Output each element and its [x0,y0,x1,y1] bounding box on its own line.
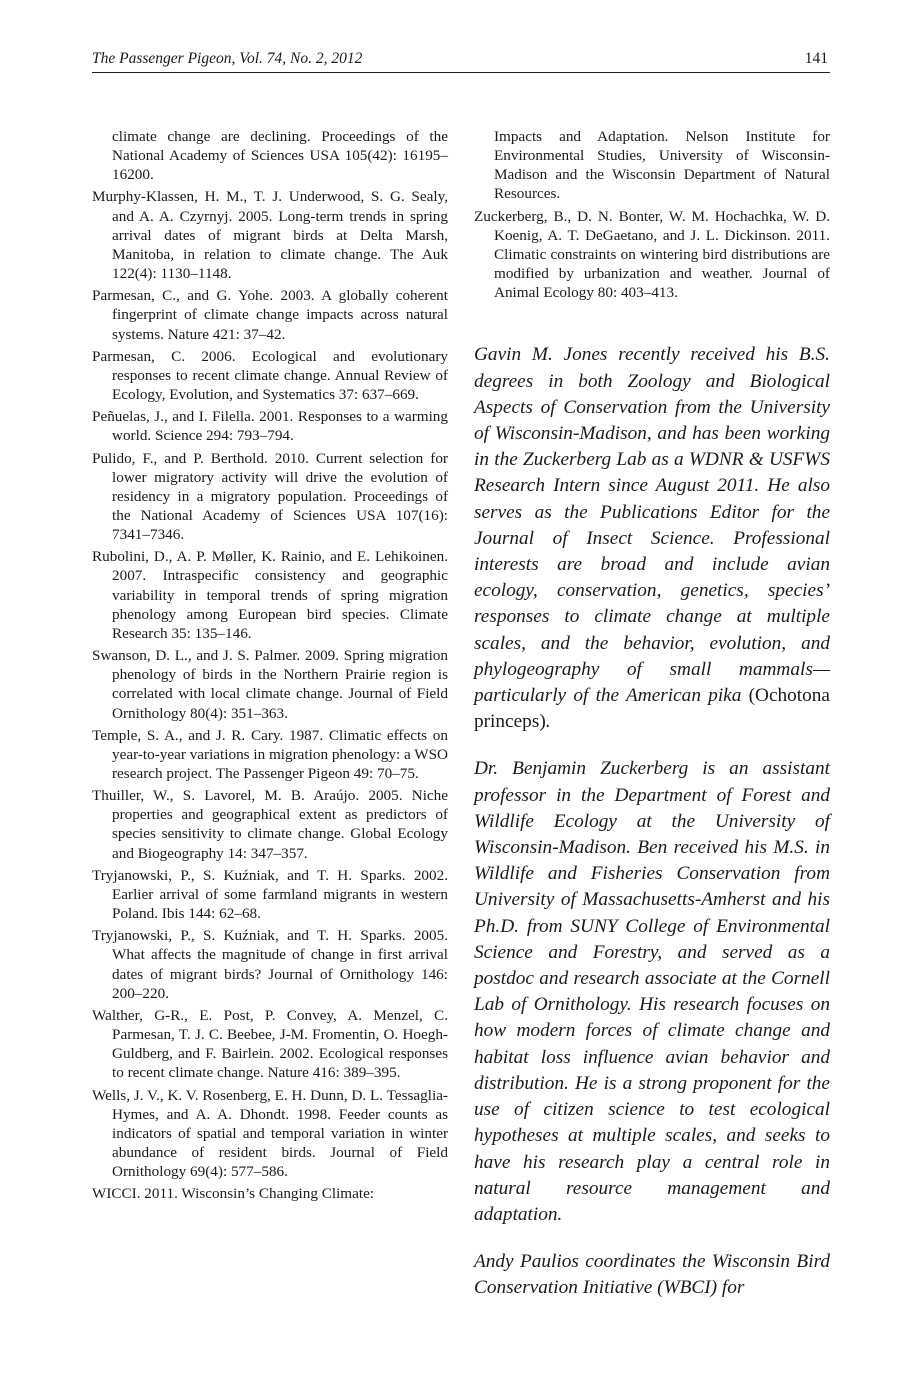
reference-penuelas-2001: Peñuelas, J., and I. Filella. 2001. Responses to a warming world. Science 294: 793–794. [92,408,448,445]
reference-tryjanowski-2002: Tryjanowski, P., S. Kuźniak, and T. H. Sparks. 2002. Earlier arrival of some farmland migrants in western Poland. Ibis 144: 62–68. [92,866,448,923]
reference-thuiller-2005: Thuiller, W., S. Lavorel, M. B. Araújo. 2005. Niche properties and geographical extent as predictors of species sensitivity to climate change. Global Ecology and Biogeography 14: 347–357. [92,787,448,862]
author-bio-jones [474,342,830,735]
reference-wicci-2011: WICCI. 2011. Wisconsin’s Changing Climate: [92,1185,375,1203]
species-name: (Ochotona princeps) [474,685,830,733]
journal-citation: The Passenger Pigeon, Vol. 74, No. 2, 2012 [92,50,363,67]
reference-parmesan-2006: Parmesan, C. 2006. Ecological and evolutionary responses to recent climate change. Annual Review of Ecology, Evolution, and Systematics 37: 637–669. [92,347,448,404]
author-bio-zuckerberg: Dr. Benjamin Zuckerberg is an assistant professor in the Department of Forest and Wildlife Ecology at the University of Wisconsin-Madison. Ben received his M.S. in Wildlife and Fisheries Conservation from University of Massachusetts-Amherst and his Ph.D. from SUNY College of Environmental Science and Forestry, and served as a postdoc and research associate at the Cornell Lab of Ornithology. His research focuses on how modern forces of climate change and habitat loss influence avian behavior and distribution. He is a strong proponent for the use of citizen science to test ecological hypotheses at multiple scales, and seeks to have his research play a central role in natural resource management and adaptation. [474,758,830,1225]
reference-murphy-klassen-2005: Murphy-Klassen, H. M., T. J. Underwood, S. G. Sealy, and A. A. Czyrnyj. 2005. Long-term trends in spring arrival dates of migrant birds at Delta Marsh, Manitoba, in relation to climate change. The Auk 122(4): 1130–1148. [92,188,448,283]
reference-continuation: climate change are declining. Proceedings of the National Academy of Sciences USA 105(42): 16195–16200. [112,128,448,184]
reference-zuckerberg-2011: Zuckerberg, B., D. N. Bonter, W. M. Hochachka, W. D. Koenig, A. T. DeGaetano, and J. L. Dickinson. 2011. Climatic constraints on wintering bird distributions are modified by urbanization and weather. Journal of Animal Ecology 80: 403–413. [474,207,830,302]
reference-temple-1987: Temple, S. A., and J. R. Cary. 1987. Climatic effects on year-to-year variations in migration phenology: a WSO research project. The Passenger Pigeon 49: 70–75. [92,726,448,782]
reference-pulido-2010: Pulido, F., and P. Berthold. 2010. Current selection for lower migratory activity will drive the evolution of residency in a migratory population. Proceedings of the National Academy of Sciences USA 107(16): 7341–7346. [92,449,448,544]
running-header [92,50,830,73]
bio-jones-text: Gavin M. Jones recently received his B.S. degrees in both Zoology and Biological Aspects of Conservation from the University of Wisconsin-Madison, and has been working in the Zuckerberg Lab as a WDNR & USFWS Research Intern since August 2011. He also serves as the Publications Editor for the Journal of Insect Science. Professional interests are broad and include avian ecology, conservation, genetics, species’ responses to climate change at multiple scales, and the behavior, evolution, and phylogeography of small mammals—particularly of the American pika [474,344,830,707]
reference-tryjanowski-2005: Tryjanowski, P., S. Kuźniak, and T. H. Sparks. 2005. What affects the magnitude of change in first arrival dates of migrant birds? Journal of Ornithology 146: 200–220. [92,927,448,1002]
reference-wicci-continuation: Impacts and Adaptation. Nelson Institute for Environmental Studies, University of Wisconsin-Madison and the Wisconsin Department of Natural Resources. [494,128,830,203]
reference-swanson-2009: Swanson, D. L., and J. S. Palmer. 2009. Spring migration phenology of birds in the Northern Prairie region is correlated with local climate change. Journal of Field Ornithology 80(4): 351–363. [92,647,448,722]
left-column [92,127,448,1206]
right-references [474,127,830,302]
author-bio-paulios: Andy Paulios coordinates the Wisconsin Bird Conservation Initiative (WBCI) for [474,1251,830,1299]
reference-parmesan-yohe-2003: Parmesan, C., and G. Yohe. 2003. A globally coherent fingerprint of climate change impacts across natural systems. Nature 421: 37–42. [92,287,448,343]
reference-wells-1998: Wells, J. V., K. V. Rosenberg, E. H. Dunn, D. L. Tessaglia-Hymes, and A. A. Dhondt. 1998. Feeder counts as indicators of spatial and temporal variation in winter abundance of resident birds. Journal of Field Ornithology 69(4): 577–586. [92,1086,448,1181]
reference-walther-2002: Walther, G-R., E. Post, P. Convey, A. Menzel, C. Parmesan, T. J. C. Beebee, J-M. Fromentin, O. Hoegh-Guldberg, and F. Bairlein. 2002. Ecological responses to recent climate change. Nature 416: 389–395. [92,1006,448,1082]
page-number: 141 [804,50,828,67]
bio-jones-end: . [545,711,551,733]
reference-rubolini-2007: Rubolini, D., A. P. Møller, K. Rainio, and E. Lehikoinen. 2007. Intraspecific consistency and geographic variability in temporal trends of spring migration phenology among European bird species. Climate Research 35: 135–146. [92,548,448,642]
right-column [474,127,830,1302]
